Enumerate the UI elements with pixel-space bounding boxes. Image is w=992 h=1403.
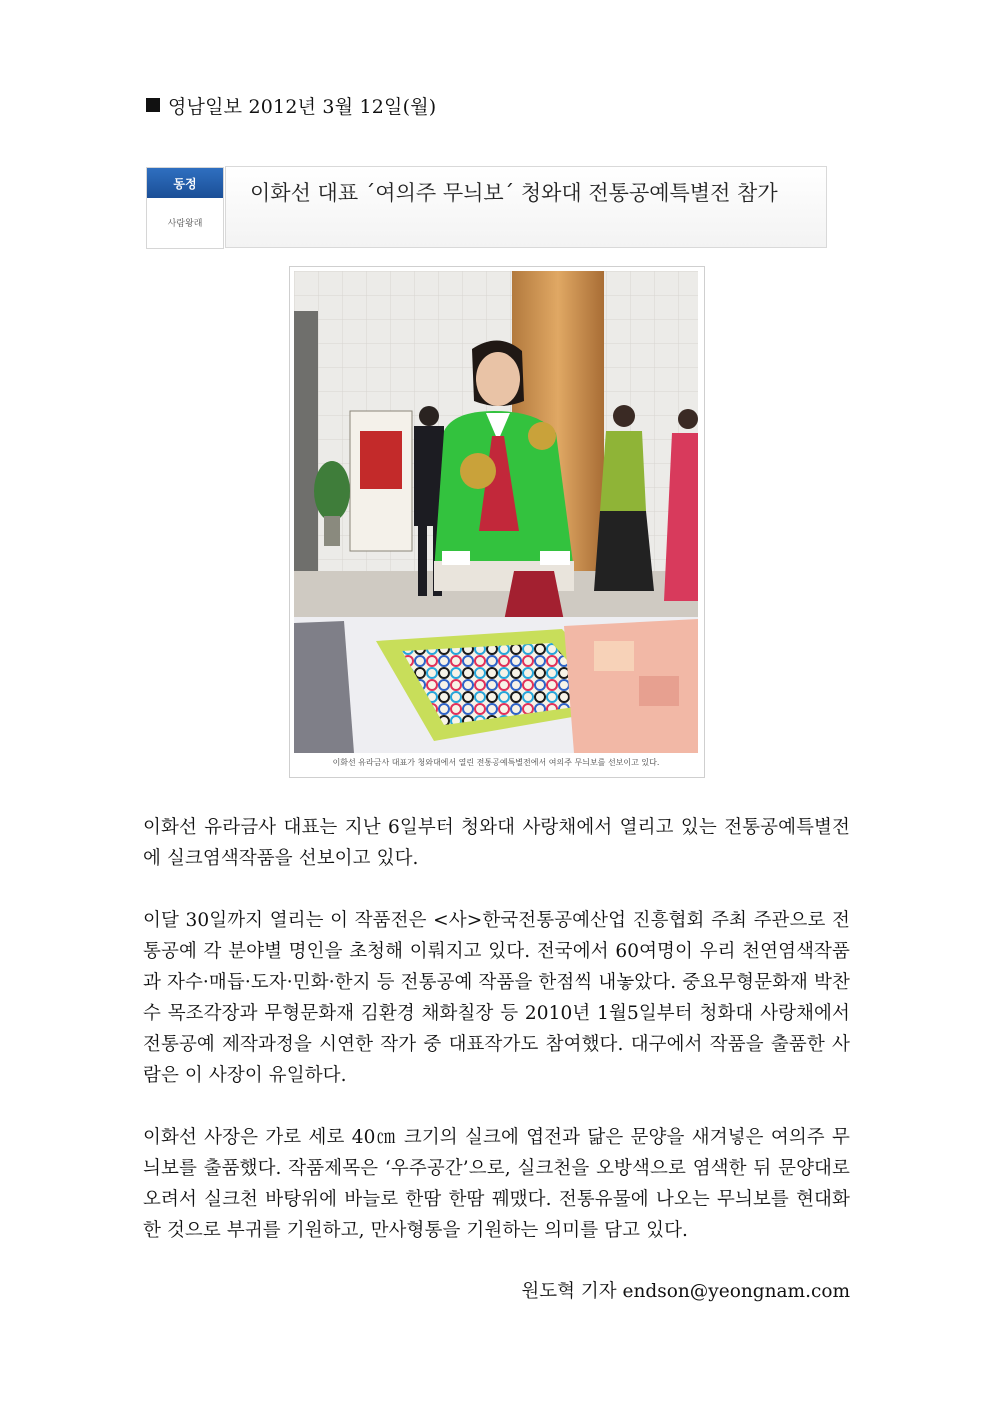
source-text: 영남일보 2012년 3월 12일(월) — [168, 96, 437, 118]
byline: 원도혁 기자 endson@yeongnam.com — [521, 1281, 850, 1302]
paragraph-2: 이달 30일까지 열리는 이 작품전은 <사>한국전통공예산업 진흥협회 주최 주관으로 전통공예 각 분야별 명인을 초청해 이뤄지고 있다. 전국에서 60여명이 우리 천연염색작품과 자수·매듭·도자·민화·한지 등 전통공예 작품을 한점씩 내놓았다. 중요무형문화재 박찬수 목조각장과 무형문화재 김환경 채화칠장 등 2010년 1월5일부터 청화대 사랑채에서 전통공예 제작과정을 시연한 작가 중 대표작가도 참여했다. 대구에서 작품을 출품한 사람은 이 사장이 유일하다. — [143, 910, 850, 1086]
source-line — [146, 92, 436, 119]
section-badge — [146, 167, 224, 249]
square-bullet-icon — [146, 98, 160, 112]
headline-box — [225, 166, 827, 248]
headline: 이화선 대표 ´여의주 무늬보´ 청와대 전통공예특별전 참가 — [250, 181, 778, 205]
paragraph-3: 이화선 사장은 가로 세로 40㎝ 크기의 실크에 엽전과 닮은 문양을 새겨넣은 여의주 무늬보를 출품했다. 작품제목은 ‘우주공간’으로, 실크천을 오방색으로 염색한 뒤 문양대로 오려서 실크천 바탕위에 바늘로 한땀 한땀 꿰맸다. 전통유물에 나오는 무늬보를 현대화한 것으로 부귀를 기원하고, 만사형통을 기원하는 의미를 담고 있다. — [143, 1127, 850, 1241]
subsection-label: 사람왕래 — [167, 219, 203, 229]
section-label: 동정 — [147, 168, 223, 198]
article-photo-frame — [289, 266, 705, 778]
paragraph-1: 이화선 유라금사 대표는 지난 6일부터 청와대 사랑채에서 열리고 있는 전통공예특별전에 실크염색작품을 선보이고 있다. — [143, 817, 850, 869]
article-photo — [294, 271, 698, 753]
photo-caption: 이화선 유라금사 대표가 청와대에서 열린 전통공예특별전에서 여의주 무늬보를 선보이고 있다. — [332, 758, 660, 767]
